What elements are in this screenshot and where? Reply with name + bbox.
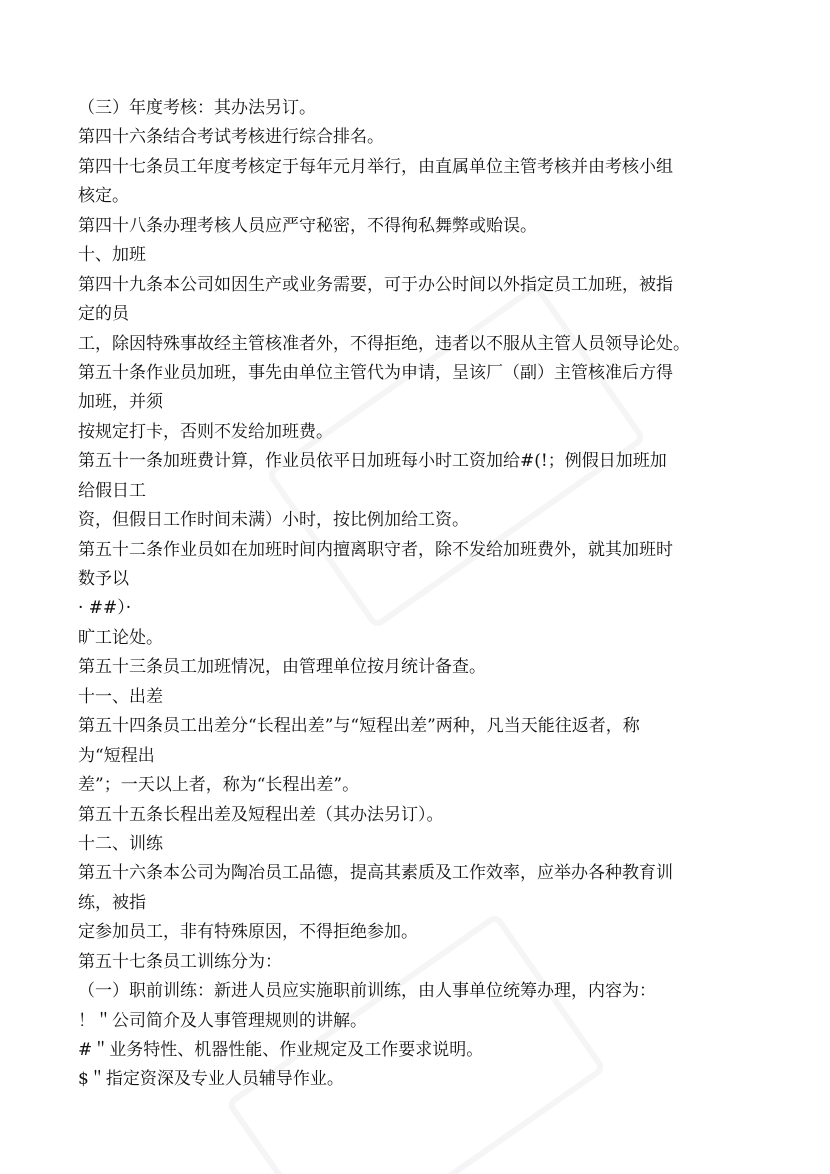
text-line: 练，被指	[78, 892, 146, 913]
text-line: （三）年度考核：其办法另订。	[78, 98, 316, 118]
text-line: 加班，并须	[78, 392, 163, 413]
document-body	[78, 94, 758, 1095]
text-line: 按规定打卡，否则不发给加班费。	[78, 421, 333, 442]
text-line: 第四十八条办理考核人员应严守秘密，不得徇私舞弊或贻误。	[78, 215, 537, 236]
text-line: 第五十三条员工加班情况，由管理单位按月统计备查。	[78, 657, 486, 678]
text-line: 第四十九条本公司如因生产或业务需要，可于办公时间以外指定员工加班，被指	[78, 274, 673, 295]
text-line: 工，除因特殊事故经主管核准者外，不得拒绝，违者以不服从主管人员领导论处。	[78, 333, 690, 354]
section-heading: 十一、出差	[78, 686, 163, 707]
text-line: 核定。	[78, 186, 129, 207]
text-line: 第五十二条作业员如在加班时间内擅离职守者，除不发给加班费外，就其加班时	[78, 539, 673, 560]
text-line: 第四十六条结合考试考核进行综合排名。	[78, 127, 384, 148]
text-line: 第五十六条本公司为陶冶员工品德，提高其素质及工作效率，应举办各种教育训	[78, 863, 673, 884]
text-line: 旷工论处。	[78, 627, 163, 648]
text-line: 定的员	[78, 304, 129, 325]
text-line: 第五十条作业员加班，事先由单位主管代为申请，呈该厂（副）主管核准后方得	[78, 362, 673, 383]
text-line: 第五十五条长程出差及短程出差（其办法另订）。	[78, 804, 444, 825]
section-heading: 十二、训练	[78, 833, 163, 854]
text-line: 第四十七条员工年度考核定于每年元月举行，由直属单位主管考核并由考核小组	[78, 156, 673, 177]
list-item: ！＂公司简介及人事管理规则的讲解。	[78, 1010, 367, 1031]
text-line: 第五十四条员工出差分“长程出差”与“短程出差”两种，凡当天能往返者，称	[78, 716, 640, 737]
text-line: 定参加员工，非有特殊原因，不得拒绝参加。	[78, 922, 418, 943]
text-line: 资，但假日工作时间未满）小时，按比例加给工资。	[78, 510, 469, 531]
text-line: · ##）·	[78, 598, 132, 619]
list-item: $＂指定资深及专业人员辅导作业。	[78, 1069, 344, 1090]
section-heading: 十、加班	[78, 245, 146, 266]
text-line: 第五十七条员工训练分为：	[78, 951, 282, 972]
text-line: 数予以	[78, 569, 129, 589]
text-line: 为“短程出	[78, 745, 155, 766]
text-line: 差”；一天以上者，称为“长程出差”。	[78, 775, 360, 796]
text-line: 给假日工	[78, 480, 146, 501]
list-item: #＂业务特性、机器性能、作业规定及工作要求说明。	[78, 1040, 484, 1060]
text-line: （一）职前训练：新进人员应实施职前训练，由人事单位统筹办理，内容为：	[78, 981, 656, 1002]
text-line: 第五十一条加班费计算，作业员依平日加班每小时工资加给#(!；例假日加班加	[78, 451, 667, 472]
